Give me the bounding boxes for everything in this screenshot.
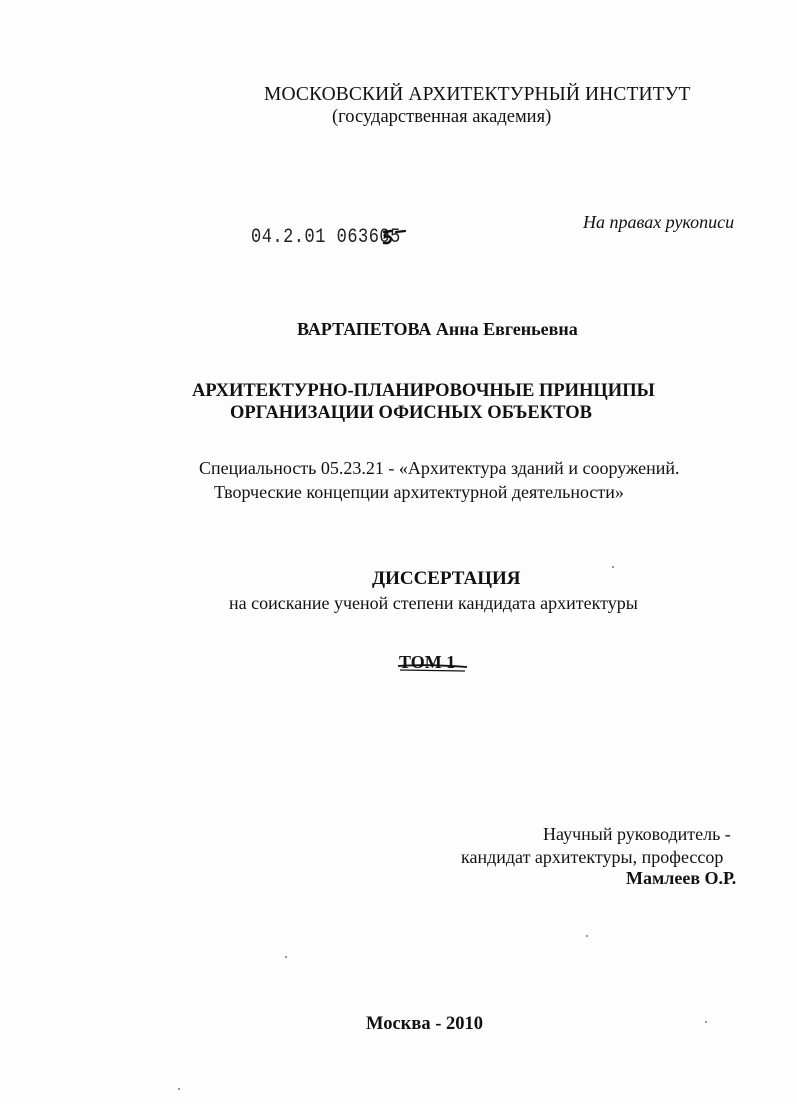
scan-speck xyxy=(178,1088,180,1090)
thesis-title-line-1: АРХИТЕКТУРНО-ПЛАНИРОВОЧНЫЕ ПРИНЦИПЫ xyxy=(192,381,655,401)
specialty-line-2: Творческие концепции архитектурной деятельности» xyxy=(214,482,624,502)
dissertation-subtitle: на соискание ученой степени кандидата архитектуры xyxy=(229,593,638,613)
supervisor-name: Мамлеев О.Р. xyxy=(626,868,737,888)
city-year: Москва - 2010 xyxy=(366,1014,483,1034)
scan-speck xyxy=(586,935,588,937)
registration-code-handwritten-mark xyxy=(378,228,408,246)
institute-subtitle: (государственная академия) xyxy=(332,107,552,127)
scan-speck xyxy=(612,566,614,568)
supervisor-role: Научный руководитель - xyxy=(543,824,731,844)
volume-strikethrough-mark xyxy=(397,661,468,673)
dissertation-heading: ДИССЕРТАЦИЯ xyxy=(372,568,521,589)
manuscript-note: На правах рукописи xyxy=(583,212,735,232)
thesis-title-line-2: ОРГАНИЗАЦИИ ОФИСНЫХ ОБЪЕКТОВ xyxy=(230,403,592,423)
scan-speck xyxy=(705,1021,707,1023)
volume-label: ТОМ 1 xyxy=(399,652,456,672)
scan-speck xyxy=(285,956,287,958)
supervisor-degree: кандидат архитектуры, профессор xyxy=(461,847,724,867)
author-name: ВАРТАПЕТОВА Анна Евгеньевна xyxy=(297,319,578,339)
specialty-line-1: Специальность 05.23.21 - «Архитектура зданий и сооружений. xyxy=(199,458,680,478)
institute-name: МОСКОВСКИЙ АРХИТЕКТУРНЫЙ ИНСТИТУТ xyxy=(264,84,691,105)
registration-code: 04.2.01 063605 xyxy=(251,226,401,249)
